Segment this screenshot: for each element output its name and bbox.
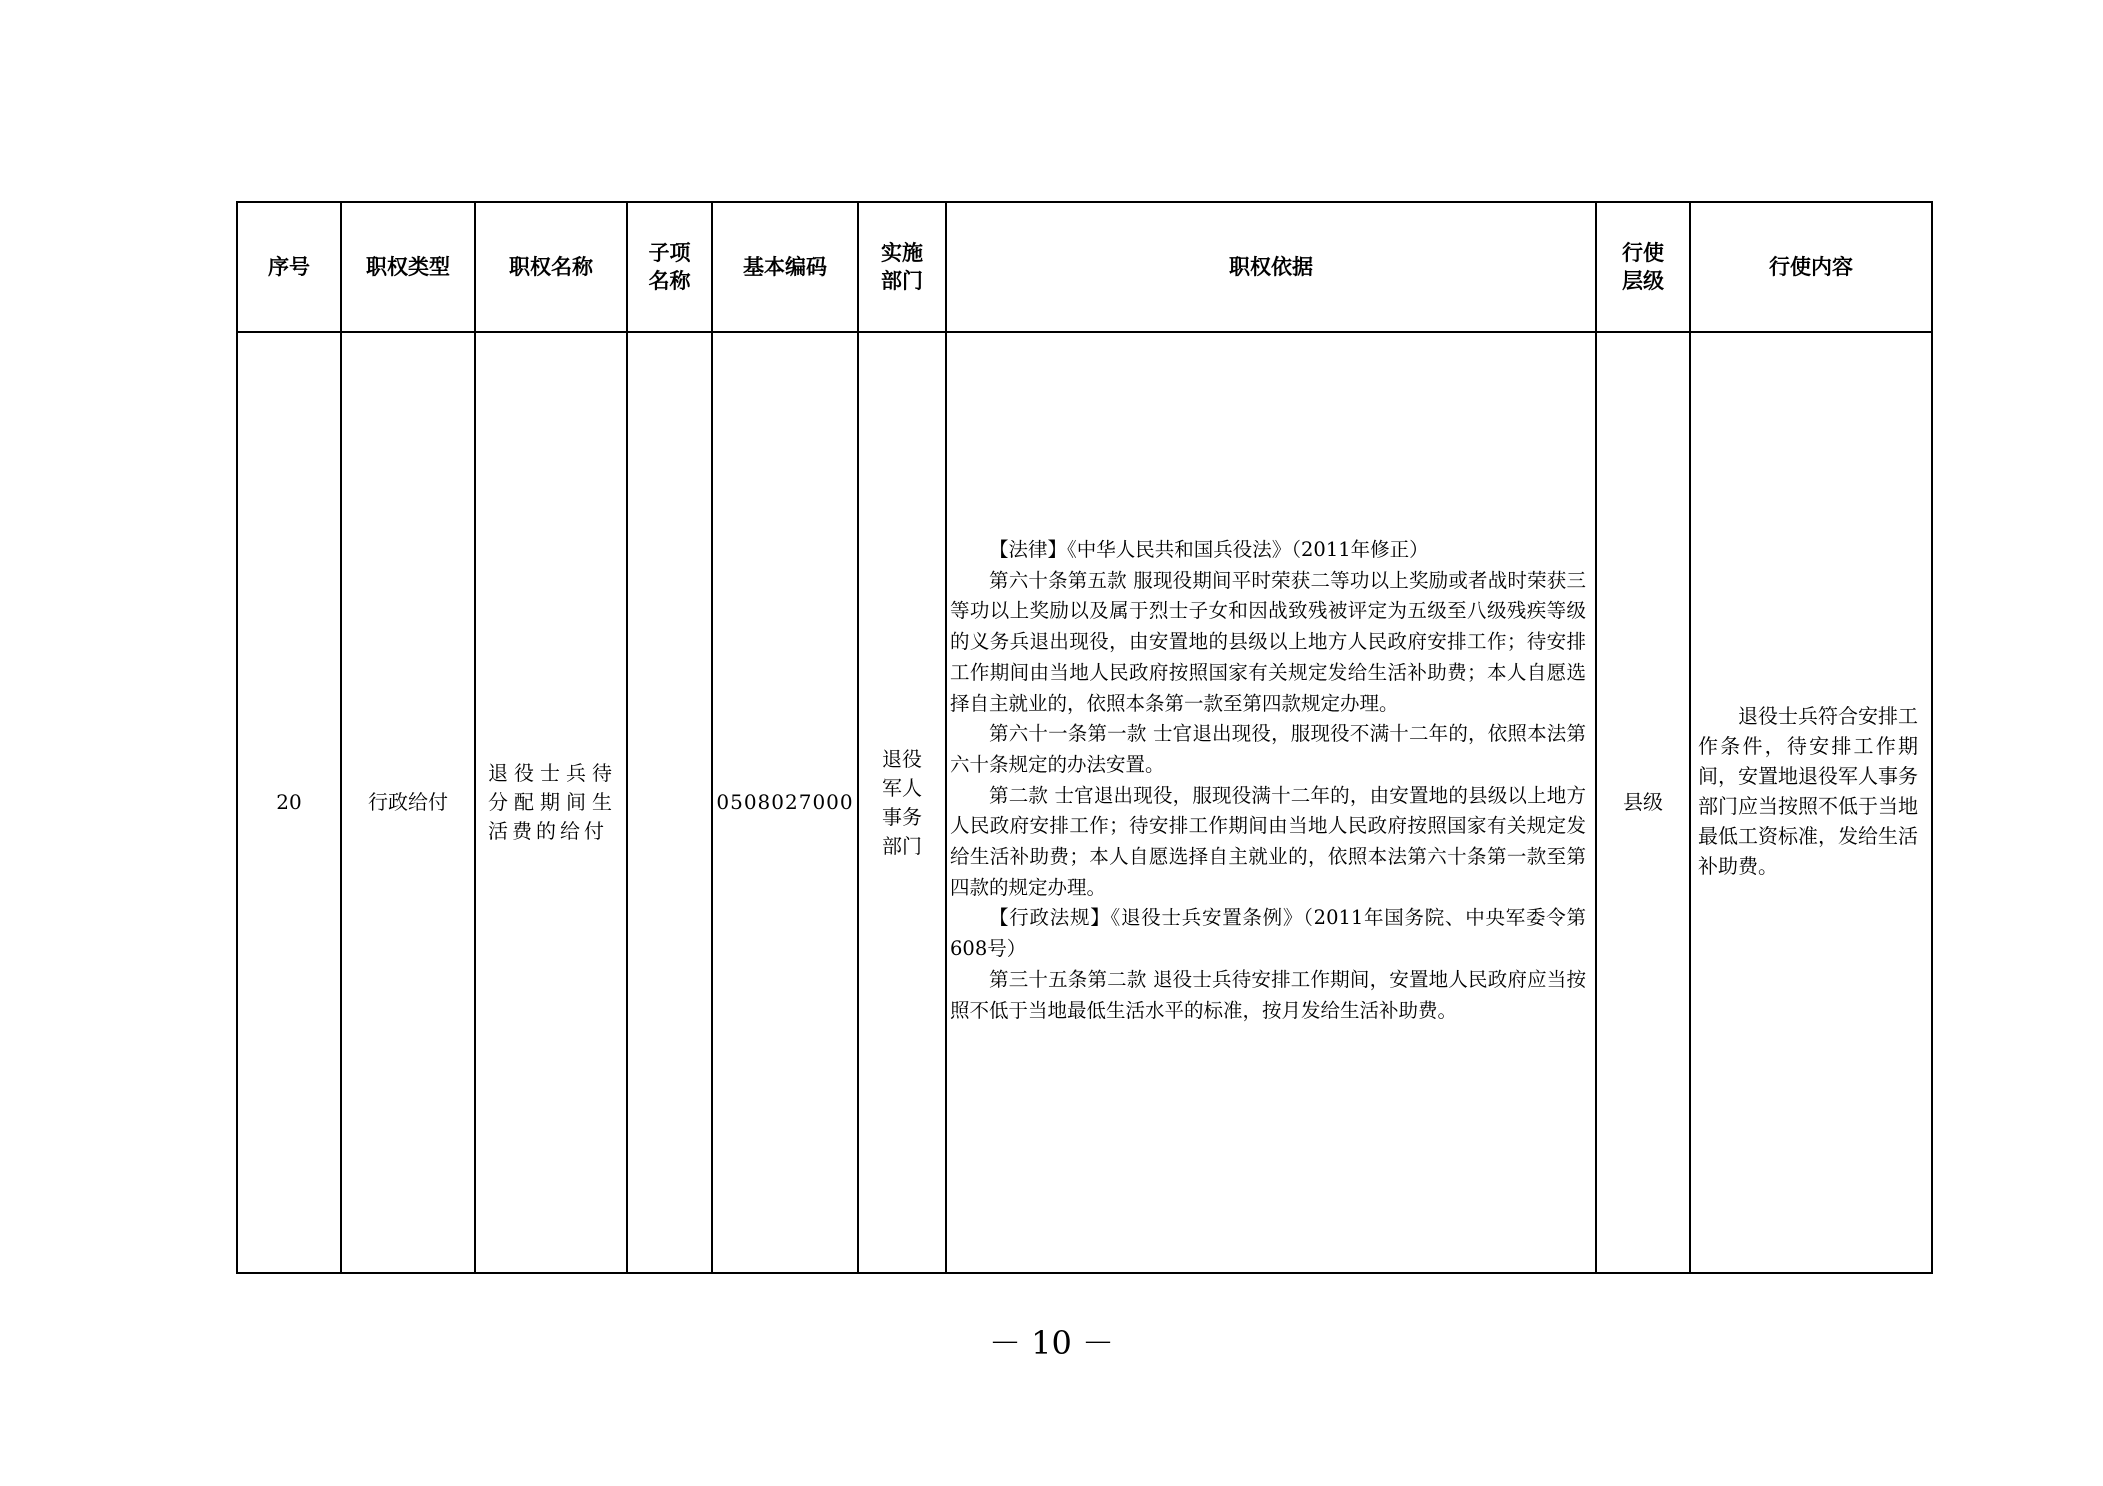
row-type: 行政给付 [368,790,448,814]
row-basis [950,535,1586,1026]
row-seq: 20 [276,790,302,814]
basis-paragraph: 第六十条第五款 服现役期间平时荣获二等功以上奖励或者战时荣获三等功以上奖励以及属于烈士子女和因战致残被评定为五级至八级残疾等级的义务兵退出现役，由安置地的县级以上地方人民政府安排工作；待安排工作期间由当地人民政府按照国家有关规定发给生活补助费；本人自愿选择自主就业的，依照本条第一款至第四款规定办理。 [950,568,1586,715]
row-code: 0508027000 [716,790,854,814]
table-bottom-border [236,1272,1933,1274]
header-content: 行使内容 [1769,255,1853,279]
row-sub-item [628,333,711,1272]
column-divider [1689,201,1691,1274]
header-sub-item: 子项名称 [648,241,691,293]
header-name: 职权名称 [509,255,593,279]
header-code: 基本编码 [743,255,827,279]
basis-paragraph: 【法律】《中华人民共和国兵役法》（2011年修正） [989,538,1429,561]
basis-paragraph: 第三十五条第二款 退役士兵待安排工作期间，安置地人民政府应当按照不低于当地最低生活水平的标准，按月发给生活补助费。 [950,967,1586,1022]
header-seq: 序号 [268,255,310,279]
column-divider [1931,201,1933,1274]
row-name: 退役士兵待分配期间生活费的给付 [488,761,616,843]
page-number: － 10 － [988,1324,1115,1362]
header-basis: 职权依据 [1229,255,1313,279]
basis-paragraph: 第二款 士官退出现役，服现役满十二年的，由安置地的县级以上地方人民政府安排工作；待安排工作期间由当地人民政府按照国家有关规定发给生活补助费；本人自愿选择自主就业的，依照本法第六十条第一款至第四款的规定办理。 [950,783,1586,899]
row-level: 县级 [1623,790,1663,814]
row-department: 退役军人事务部门 [882,746,922,858]
header-level: 行使层级 [1622,241,1664,293]
basis-paragraph: 【行政法规】《退役士兵安置条例》（2011年国务院、中央军委令第608号） [950,906,1586,961]
row-content [1698,701,1918,881]
header-department: 实施部门 [881,241,923,293]
basis-paragraph: 第六十一条第一款 士官退出现役，服现役不满十二年的，依照本法第六十条规定的办法安置。 [950,722,1586,776]
content-paragraph: 退役士兵符合安排工作条件，待安排工作期间，安置地退役军人事务部门应当按照不低于当地最低工资标准，发给生活补助费。 [1698,704,1918,878]
column-divider [945,201,947,1274]
header-type: 职权类型 [366,255,450,279]
